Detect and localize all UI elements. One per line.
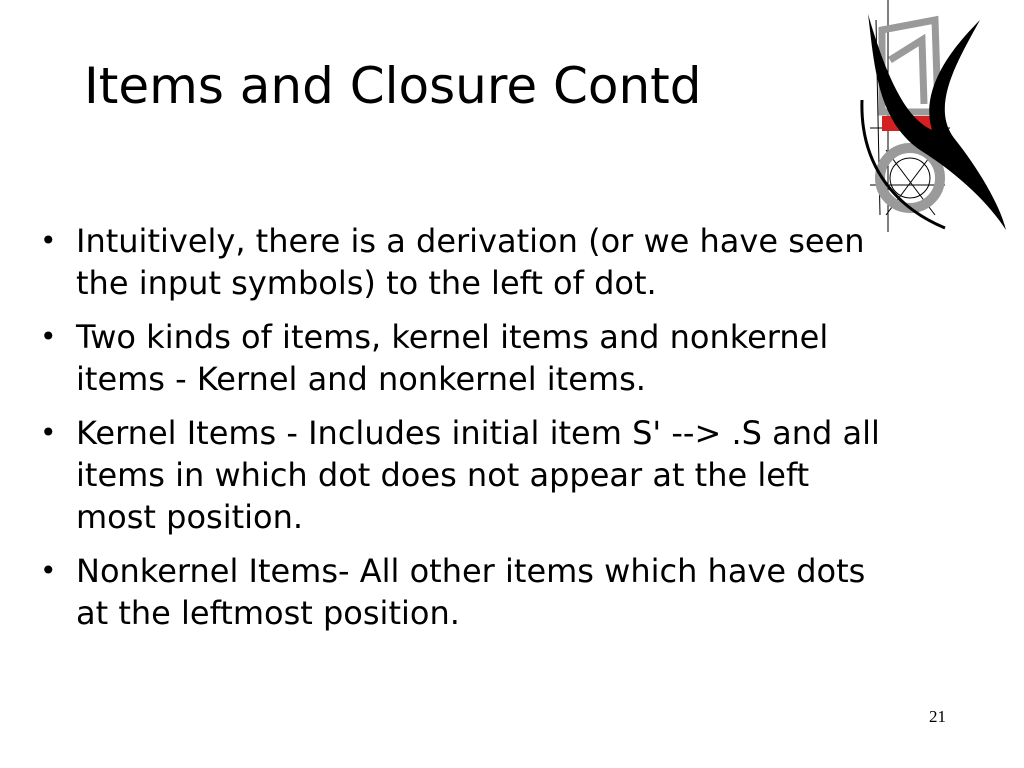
compass-triangle-logo-icon	[850, 0, 1010, 232]
bullet-item	[40, 220, 888, 304]
bullet-item	[40, 316, 888, 400]
bullet-text: Intuitively, there is a derivation (or we have seen the input symbols) to the left of dot.	[76, 222, 865, 302]
bullet-text: Two kinds of items, kernel items and nonkernel items - Kernel and nonkernel items.	[76, 318, 829, 398]
slide-title: Items and Closure Contd	[84, 57, 702, 115]
bullet-dot: •	[40, 416, 57, 449]
bullet-dot: •	[40, 320, 57, 353]
bullet-text: Kernel Items - Includes initial item S' --> .S and all items in which dot does not appear at the left most position.	[76, 414, 880, 536]
bullet-item	[40, 550, 888, 634]
page-number: 21	[929, 707, 946, 726]
bullet-list	[40, 220, 888, 646]
bullet-text: Nonkernel Items- All other items which have dots at the leftmost position.	[76, 552, 866, 632]
bullet-item	[40, 412, 888, 538]
bullet-dot: •	[40, 554, 57, 587]
bullet-dot: •	[40, 224, 57, 257]
